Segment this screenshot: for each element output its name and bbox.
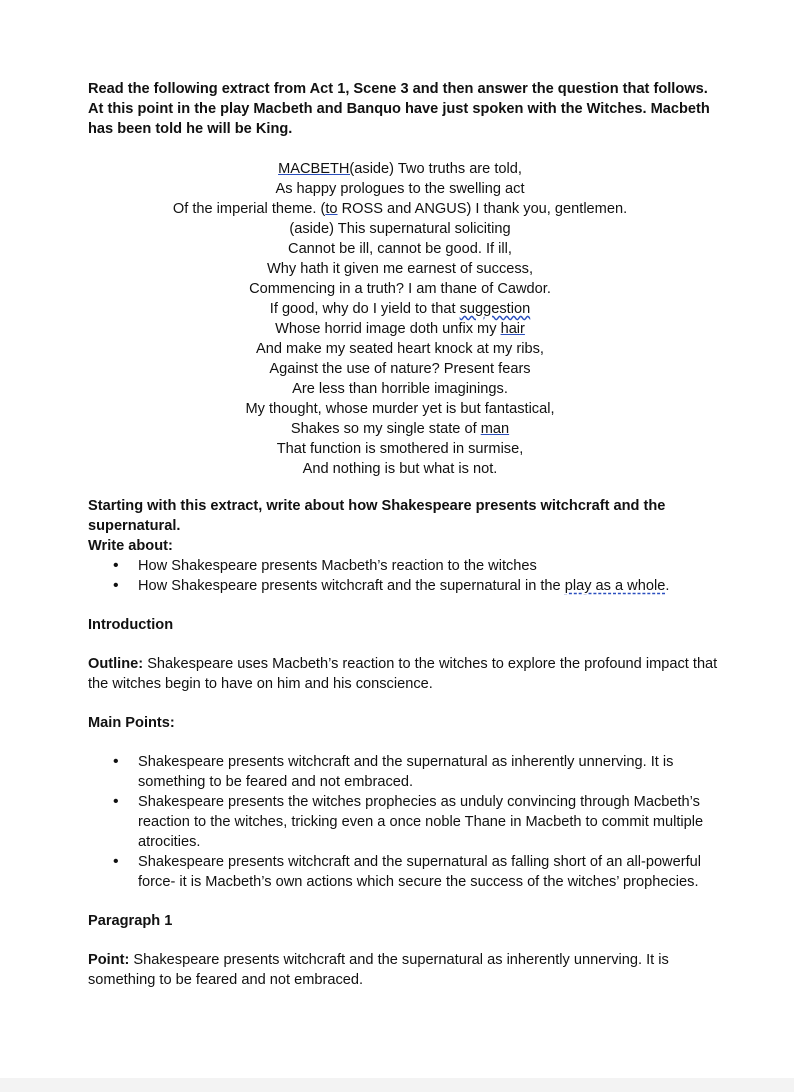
point-label: Point:	[88, 952, 130, 968]
spellcheck-word: man	[480, 421, 510, 437]
extract-line: If good, why do I yield to that suggestion	[269, 301, 531, 317]
extract-line: Of the imperial theme. (to ROSS and ANGUS) I thank you, gentlemen.	[172, 201, 628, 217]
intro-line-3: has been told he will be King.	[88, 121, 293, 137]
extract-line: Cannot be ill, cannot be good. If ill,	[288, 241, 512, 257]
intro-line-1: Read the following extract from Act 1, Scene 3 and then answer the question that follows.	[88, 81, 708, 97]
main-points-heading: Main Points:	[88, 715, 175, 731]
outline-paragraph	[88, 654, 718, 694]
list-item: • How Shakespeare presents Macbeth’s reaction to the witches	[88, 556, 718, 576]
speaker-name: MACBETH(	[278, 161, 355, 177]
point-paragraph	[88, 950, 718, 990]
extract-line: Against the use of nature? Present fears	[269, 361, 531, 377]
extract-line: My thought, whose murder yet is but fantastical,	[245, 401, 555, 417]
write-about-list	[88, 556, 718, 596]
extract-line: Why hath it given me earnest of success,	[266, 261, 534, 277]
document-content	[88, 79, 718, 990]
paragraph-1-heading: Paragraph 1	[88, 913, 173, 929]
extract-line: MACBETH(aside) Two truths are told,	[278, 161, 522, 177]
extract-line: Shakes so my single state of man	[290, 421, 510, 437]
outline-text: Shakespeare uses Macbeth’s reaction to the witches to explore the profound impact that the witches begin to have on him and his conscience.	[88, 656, 718, 692]
list-item: • Shakespeare presents witchcraft and the supernatural as inherently unnerving. It is something to be feared and not embraced.	[88, 752, 718, 792]
extract-instructions	[88, 79, 718, 139]
point-text: Shakespeare presents witchcraft and the supernatural as inherently unnerving. It is something to be feared and not embraced.	[88, 952, 669, 988]
extract-line: Commencing in a truth? I am thane of Cawdor.	[249, 281, 551, 297]
spellcheck-word: to	[325, 201, 338, 217]
question-line-2: supernatural.	[88, 518, 181, 534]
question-line-1: Starting with this extract, write about how Shakespeare presents witchcraft and the	[88, 498, 666, 514]
page-bottom-edge	[0, 1078, 794, 1092]
extract-line: Whose horrid image doth unfix my hair	[275, 321, 525, 337]
question-block	[88, 496, 718, 596]
spellcheck-word: hair	[500, 321, 525, 337]
grammar-flagged-phrase: play as a whole	[564, 578, 666, 594]
list-item: • How Shakespeare presents witchcraft and the supernatural in the play as a whole.	[88, 576, 718, 596]
extract-line: And nothing is but what is not.	[302, 461, 498, 477]
extract-line: (aside) This supernatural soliciting	[289, 221, 511, 237]
extract-line: Are less than horrible imaginings.	[292, 381, 508, 397]
main-points-list	[88, 752, 718, 892]
write-about-label: Write about:	[88, 538, 173, 554]
extract-line: And make my seated heart knock at my ribs,	[256, 341, 544, 357]
main-points-section	[88, 713, 718, 892]
list-item: • Shakespeare presents the witches prophecies as unduly convincing through Macbeth’s reaction to the witches, tricking even a once noble Thane in Macbeth to commit multiple atrocities.	[88, 792, 718, 852]
spellcheck-word: suggestion	[459, 301, 531, 317]
play-extract	[82, 159, 718, 479]
list-item: • Shakespeare presents witchcraft and the supernatural as falling short of an all-powerful force- it is Macbeth’s own actions which secure the success of the witches’ prophecies.	[88, 852, 718, 892]
extract-line: As happy prologues to the swelling act	[275, 181, 525, 197]
outline-label: Outline:	[88, 656, 144, 672]
extract-line: That function is smothered in surmise,	[276, 441, 524, 457]
introduction-heading: Introduction	[88, 617, 174, 633]
intro-line-2: At this point in the play Macbeth and Banquo have just spoken with the Witches. Macbeth	[88, 101, 710, 117]
